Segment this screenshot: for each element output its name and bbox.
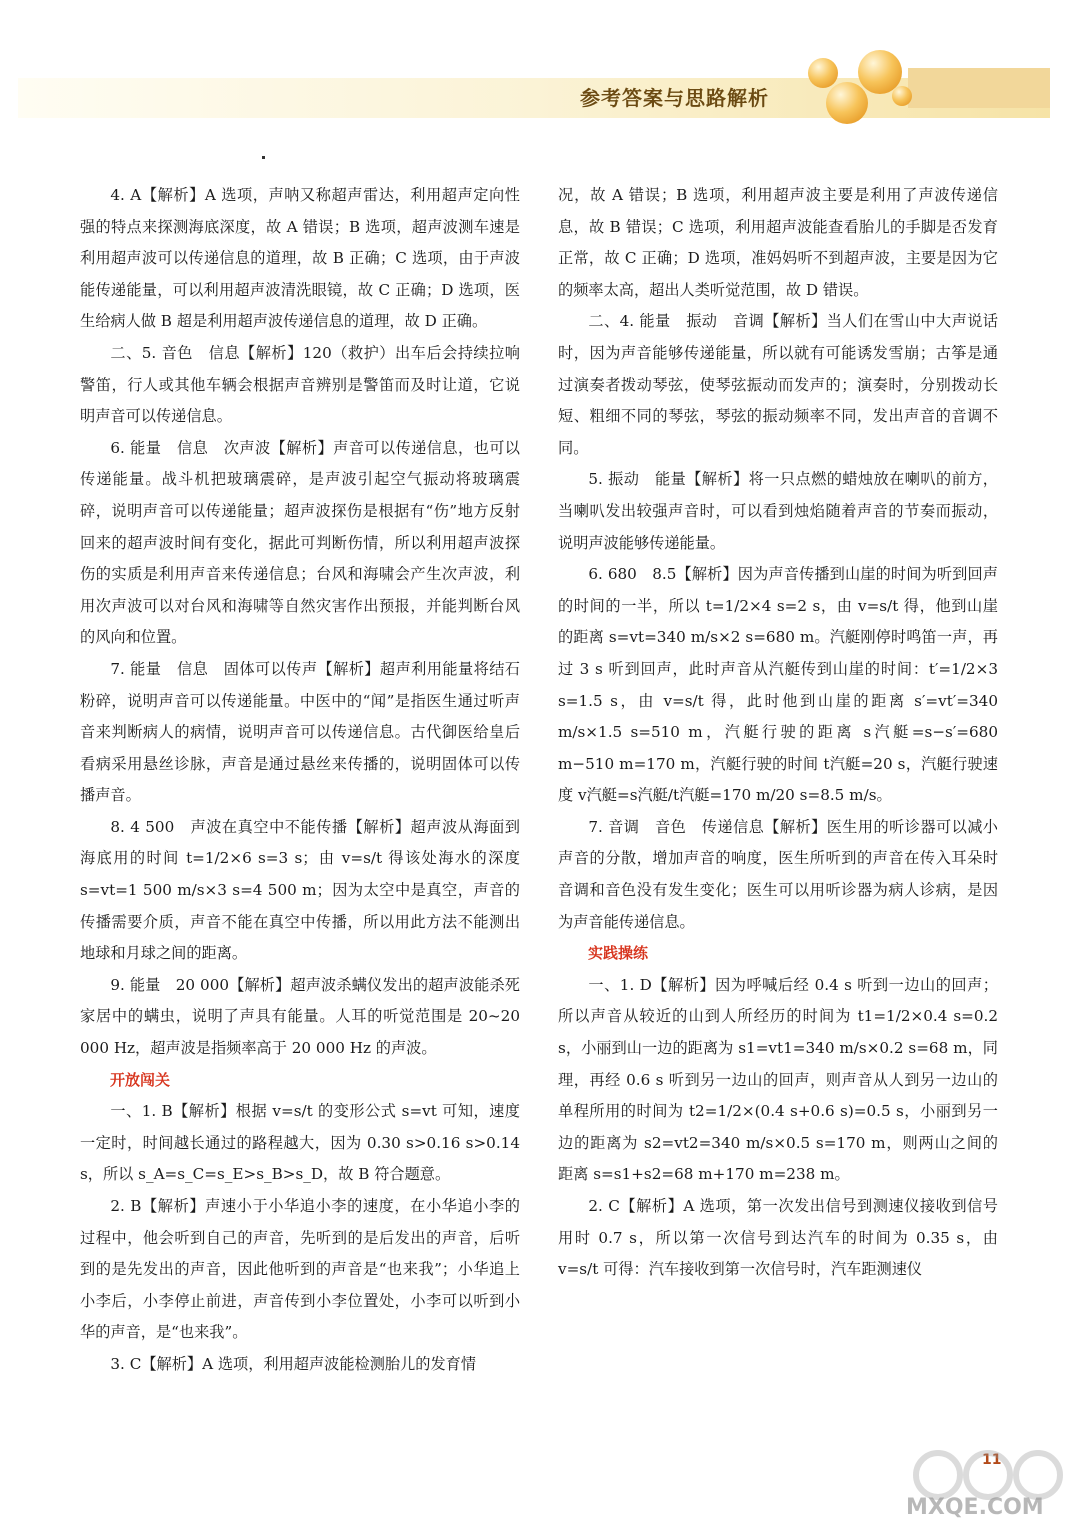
answer-paragraph: 5. 振动 能量【解析】将一只点燃的蜡烛放在喇叭的前方，当喇叭发出较强声音时，可以看到烛焰随着声音的节奏而振动，说明声波能够传递能量。 (558, 470, 998, 552)
header-decoration-block (908, 68, 1050, 108)
answer-paragraph: 9. 能量 20 000【解析】超声波杀螨仪发出的超声波能杀死家居中的螨虫，说明了声具有能量。人耳的听觉范围是 20~20 000 Hz，超声波是指频率高于 20 000 Hz 的声波。 (80, 975, 520, 1058)
answer-paragraph: 况，故 A 错误；B 选项，利用超声波主要是利用了声波传递信息，故 B 错误；C 选项，利用超声波能查看胎儿的手脚是否发育正常，故 C 正确；D 选项，准妈妈听不到超声波，主要是因为它的频率太高，超出人类听觉范围，故 D 错误。 (558, 186, 998, 299)
answer-paragraph: 2. C【解析】A 选项，第一次发出信号到测速仪接收到信号用时 0.7 s，所以第一次信号到达汽车的时间为 0.35 s，由 v=s/t 可得：汽车接收到第一次信号时，汽车距测速仪 (558, 1197, 998, 1279)
answer-paragraph: 二、4. 能量 振动 音调【解析】当人们在雪山中大声说话时，因为声音能够传递能量，所以就有可能诱发雪崩；古筝是通过演奏者拨动琴弦，使琴弦振动而发声的；演奏时，分别拨动长短、粗细不同的琴弦，琴弦的振动频率不同，发出声音的音调不同。 (558, 312, 998, 457)
watermark-text: MXQE.COM (906, 1495, 1044, 1520)
left-column (80, 180, 520, 1381)
answer-paragraph: 3. C【解析】A 选项，利用超声波能检测胎儿的发育情 (110, 1354, 477, 1373)
answer-paragraph: 4. A【解析】A 选项，声呐又称超声雷达，利用超声定向性强的特点来探测海底深度，故 A 错误；B 选项，超声波测车速是利用超声波可以传递信息的道理，故 B 正确；C 选项，由于声波能传递能量，可以利用超声波清洗眼镜，故 C 正确；D 选项，医生给病人做 B 超是利用超声波传递信息的道理，故 D 正确。 (80, 186, 520, 331)
section-heading: 实践操练 (588, 944, 649, 963)
answer-paragraph: 6. 能量 信息 次声波【解析】声音可以传递信息，也可以传递能量。战斗机把玻璃震碎，是声波引起空气振动将玻璃震碎，说明声音可以传递能量；超声波探伤是根据有“伤”地方反射回来的超声波时间有变化，据此可判断伤情，所以利用超声波探伤的实质是利用声音来传递信息；台风和海啸会产生次声波，利用次声波可以对台风和海啸等自然灾害作出预报，并能判断台风的风向和位置。 (80, 438, 520, 647)
answer-paragraph: 2. B【解析】声速小于小华追小李的速度，在小华追小李的过程中，他会听到自己的声音，先听到的是后发出的声音，后听到的是先发出的声音，因此他听到的声音是“也来我”；小华追上小李后，小李停止前进，声音传到小李位置处，小李可以听到小华的声音，是“也来我”。 (80, 1197, 520, 1342)
section-heading: 开放闯关 (110, 1070, 171, 1089)
answer-paragraph: 7. 音调 音色 传递信息【解析】医生用的听诊器可以减小声音的分散，增加声音的响度，医生所听到的声音在传入耳朵时音调和音色没有发生变化；医生可以用听诊器为病人诊病，是因为声音能传递信息。 (558, 817, 998, 931)
answer-paragraph: 7. 能量 信息 固体可以传声【解析】超声利用能量将结石粉碎，说明声音可以传递能量。中医中的“闻”是指医生通过听声音来判断病人的病情，说明声音可以传递信息。古代御医给皇后看病采用悬丝诊脉，声音是通过悬丝来传播的，说明固体可以传播声音。 (80, 659, 520, 805)
right-column (558, 180, 998, 1286)
header-bubble-2 (826, 82, 868, 124)
answer-paragraph: 一、1. B【解析】根据 v=s/t 的变形公式 s=vt 可知，速度一定时，时间越长通过的路程越大，因为 0.30 s>0.16 s>0.14 s，所以 s_A=s_C=s_E>s_B>s_D，故 B 符合题意。 (80, 1102, 520, 1184)
answer-paragraph: 8. 4 500 声波在真空中不能传播【解析】超声波从海面到海底用的时间 t=1/2×6 s=3 s；由 v=s/t 得该处海水的深度 s=vt=1 500 m/s×3 s=4 500 m；因为太空中是真空，声音的传播需要介质，声音不能在真空中传播，所以用此方法不能测出地球和月球之间的距离。 (80, 817, 520, 963)
header-bubble-1 (808, 58, 838, 88)
page-number: 11 (982, 1452, 1002, 1468)
answer-paragraph: 6. 680 8.5【解析】因为声音传播到山崖的时间为听到回声的时间的一半，所以 t=1/2×4 s=2 s，由 v=s/t 得，他到山崖的距离 s=vt=340 m/s×2 s=680 m。汽艇刚停时鸣笛一声，再过 3 s 听到回声，此时声音从汽艇传到山崖的时间：t′=1/2×3 s=1.5 s，由 v=s/t 得，此时他到山崖的距离 s′=vt′=340 m/s×1.5 s=510 m，汽艇行驶的距离 s汽艇=s−s′=680 m−510 m=170 m，汽艇行驶的时间 t汽艇=20 s，汽艇行驶速度 v汽艇=s汽艇/t汽艇=170 m/20 s=8.5 m/s。 (558, 565, 998, 805)
stray-dot (262, 156, 265, 159)
answer-paragraph: 二、5. 音色 信息【解析】120（救护）出车后会持续拉响警笛，行人或其他车辆会根据声音辨别是警笛而及时让道，它说明声音可以传递信息。 (80, 343, 520, 426)
header-bubble-4 (892, 86, 912, 106)
answer-paragraph: 一、1. D【解析】因为呼喊后经 0.4 s 听到一边山的回声；所以声音从较近的山到人所经历的时间为 t1=1/2×0.4 s=0.2 s，小丽到山一边的距离为 s1=vt1=340 m/s×0.2 s=68 m，同理，再经 0.6 s 听到另一边山的回声，则声音从人到另一边山的单程所用的时间为 t2=1/2×(0.4 s+0.6 s)=0.5 s，小丽到另一边的距离为 s2=vt2=340 m/s×0.5 s=170 m，则两山之间的距离 s=s1+s2=68 m+170 m=238 m。 (558, 975, 998, 1184)
header-title: 参考答案与思路解析 (580, 86, 769, 110)
